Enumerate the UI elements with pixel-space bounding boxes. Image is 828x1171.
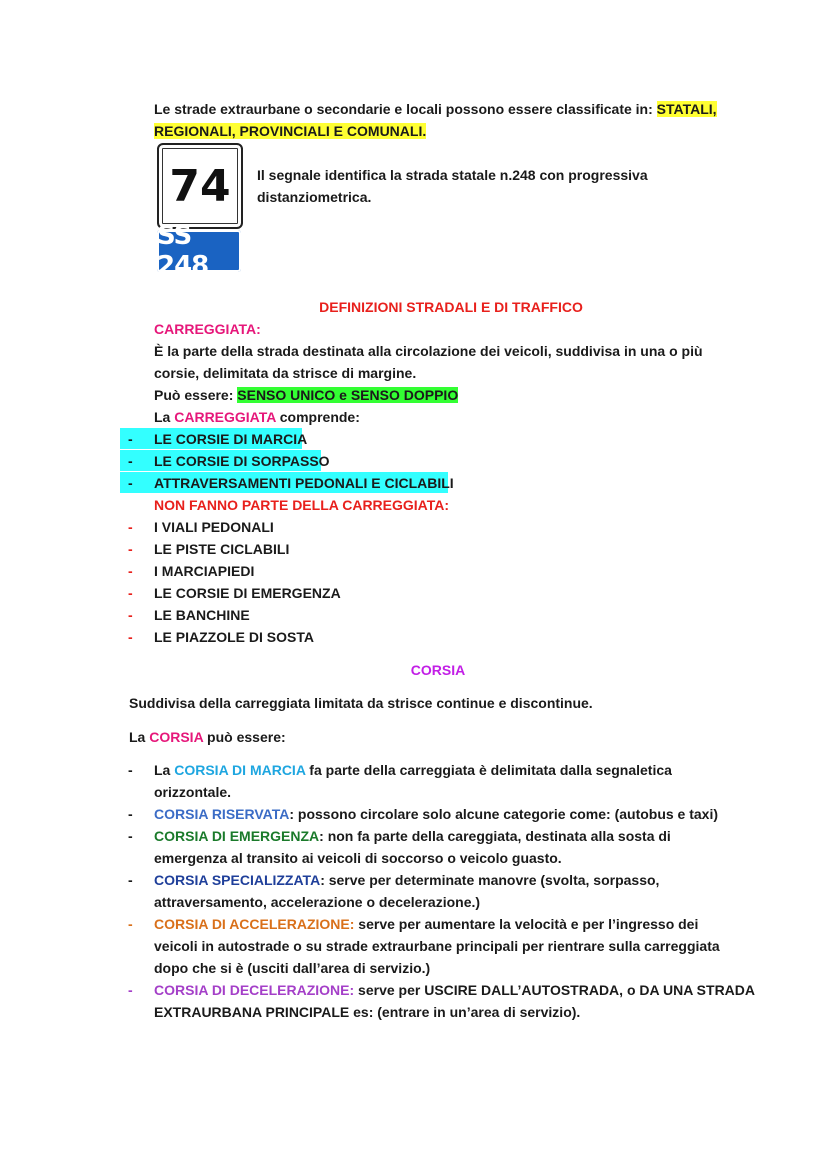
bullet-dash: - (128, 585, 133, 601)
corsia-specializzata-text: : serve per determinate manovre (svolta, sorpasso, (320, 872, 660, 888)
bullet-dash: - (128, 872, 133, 888)
excluded-title: NON FANNO PARTE DELLA CARREGGIATA: (154, 497, 450, 513)
can-be-label: Può essere: (154, 387, 238, 403)
corsia-accelerazione-text: serve per aumentare la velocità e per l’ingresso dei (354, 916, 699, 932)
bullet-dash: - (128, 982, 133, 998)
corsia-accelerazione-line-2: veicoli in autostrade o su strade extraurbane principali per rientrare sulla carreggiata (154, 938, 720, 954)
intro-highlight-2: REGIONALI, PROVINCIALI E COMUNALI. (154, 123, 427, 139)
corsia-marcia-line-1 (154, 759, 672, 781)
corsia-marcia-text: fa parte della carreggiata è delimitata dalla segnaletica (305, 762, 672, 778)
bullet-dash: - (128, 806, 133, 822)
list-item: LE CORSIE DI MARCIA (154, 431, 308, 447)
bullet-dash: - (128, 519, 133, 535)
corsia-decelerazione-text: serve per USCIRE DALL’AUTOSTRADA, o DA UNA STRADA (354, 982, 756, 998)
bullet-dash: - (128, 916, 133, 932)
list-item: ATTRAVERSAMENTI PEDONALI E CICLABILI (154, 475, 454, 491)
list-item: LE PIAZZOLE DI SOSTA (154, 629, 314, 645)
corsia-decelerazione-term: CORSIA DI DECELERAZIONE: (154, 982, 355, 998)
bullet-dash: - (128, 607, 133, 623)
corsia-marcia-line-2: orizzontale. (154, 784, 232, 800)
corsia-specializzata-line-1 (154, 869, 659, 891)
bullet-dash: - (128, 475, 133, 491)
list-item: I VIALI PEDONALI (154, 519, 274, 535)
bullet-dash: - (128, 563, 133, 579)
bullet-dash: - (128, 762, 133, 778)
corsia-can-be-pre: La (129, 729, 150, 745)
intro-highlight-1: STATALI, (656, 101, 717, 117)
can-be-highlight: SENSO UNICO e SENSO DOPPIO (237, 387, 459, 403)
corsia-specializzata-term: CORSIA SPECIALIZZATA (154, 872, 321, 888)
corsia-riservata-term: CORSIA RISERVATA (154, 806, 290, 822)
corsia-definition: Suddivisa della carreggiata limitata da strisce continue e discontinue. (129, 695, 593, 711)
carreggiata-includes (154, 406, 360, 428)
bullet-dash: - (128, 629, 133, 645)
carreggiata-definition-2: corsie, delimitata da strisce di margine. (154, 365, 417, 381)
list-item: LE BANCHINE (154, 607, 250, 623)
corsia-emergenza-line-2: emergenza al transito ai veicoli di soccorso o veicolo guasto. (154, 850, 562, 866)
term-carreggiata: CARREGGIATA: (154, 321, 261, 337)
list-item: I MARCIAPIEDI (154, 563, 255, 579)
road-number-text: SS 248 (157, 221, 209, 281)
includes-term: CARREGGIATA (174, 409, 276, 425)
corsia-can-be-post: può essere: (203, 729, 286, 745)
bullet-dash: - (128, 828, 133, 844)
list-item: LE CORSIE DI SORPASSO (154, 453, 330, 469)
corsia-accelerazione-line-3: dopo che si è (usciti dall’area di servizio.) (154, 960, 431, 976)
bullet-dash: - (128, 453, 133, 469)
road-number-sign (157, 221, 241, 281)
bullet-dash: - (128, 431, 133, 447)
bullet-dash: - (128, 541, 133, 557)
intro-text: Le strade extraurbane o secondarie e locali possono essere classificate in: (154, 101, 657, 117)
corsia-emergenza-term: CORSIA DI EMERGENZA (154, 828, 320, 844)
carreggiata-can-be (154, 384, 458, 406)
includes-post: comprende: (275, 409, 360, 425)
intro-line-1 (154, 98, 717, 120)
corsia-accelerazione-term: CORSIA DI ACCELERAZIONE: (154, 916, 355, 932)
section-title-definizioni: DEFINIZIONI STRADALI E DI TRAFFICO (319, 299, 583, 315)
corsia-riservata-line-1 (154, 803, 718, 825)
corsia-accelerazione-line-1 (154, 913, 698, 935)
corsia-marcia-pre: La (154, 762, 175, 778)
corsia-marcia-term: CORSIA DI MARCIA (174, 762, 306, 778)
section-title-corsia: CORSIA (410, 662, 466, 678)
intro-line-2 (154, 120, 426, 142)
km-sign (157, 143, 243, 229)
list-item: LE PISTE CICLABILI (154, 541, 290, 557)
corsia-riservata-text: : possono circolare solo alcune categorie come: (autobus e taxi) (289, 806, 719, 822)
corsia-decelerazione-line-2: EXTRAURBANA PRINCIPALE es: (entrare in un’area di servizio). (154, 1004, 581, 1020)
sign-description-1: Il segnale identifica la strada statale n.248 con progressiva (257, 167, 648, 183)
sign-description-2: distanziometrica. (257, 189, 372, 205)
corsia-can-be-term: CORSIA (149, 729, 204, 745)
carreggiata-definition-1: È la parte della strada destinata alla circolazione dei veicoli, suddivisa in una o più (154, 343, 703, 359)
corsia-specializzata-line-2: attraversamento, accelerazione o decelerazione.) (154, 894, 481, 910)
includes-pre: La (154, 409, 175, 425)
corsia-emergenza-line-1 (154, 825, 671, 847)
corsia-emergenza-text: : non fa parte della careggiata, destinata alla sosta di (319, 828, 671, 844)
km-sign-number: 74 (169, 160, 231, 212)
corsia-decelerazione-line-1 (154, 979, 755, 1001)
list-item: LE CORSIE DI EMERGENZA (154, 585, 341, 601)
corsia-can-be (129, 726, 286, 748)
